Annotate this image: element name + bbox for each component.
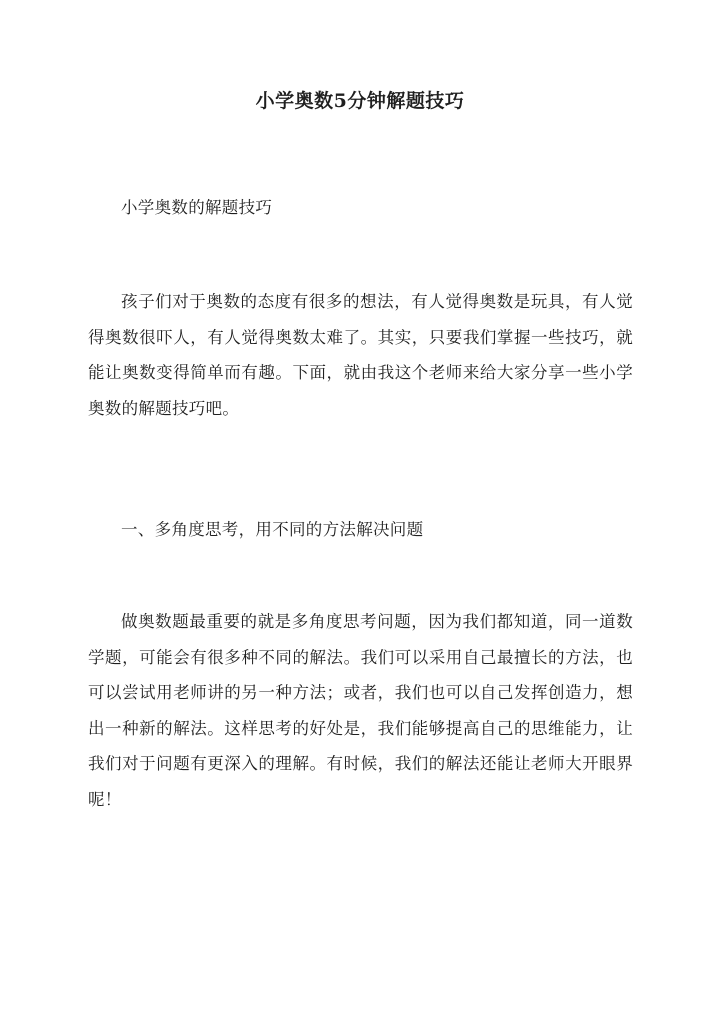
document-title: 小学奥数5分钟解题技巧 — [255, 90, 465, 112]
section-body-1: 做奥数题最重要的就是多角度思考问题，因为我们都知道，同一道数学题，可能会有很多种不同的解法。我们可以采用自己最擅长的方法，也可以尝试用老师讲的另一种方法；或者，我们也可以自己发挥创造力，想出一种新的解法。这样思考的好处是，我们能够提高自己的思维能力，让我们对于问题有更深入的理解。有时候，我们的解法还能让老师大开眼界呢！ — [88, 612, 633, 809]
intro-paragraph: 孩子们对于奥数的态度有很多的想法，有人觉得奥数是玩具，有人觉得奥数很吓人，有人觉得奥数太难了。其实，只要我们掌握一些技巧，就能让奥数变得简单而有趣。下面，就由我这个老师来给大家分享一些小学奥数的解题技巧吧。 — [88, 292, 633, 418]
section-heading-1: 一、多角度思考，用不同的方法解决问题 — [121, 520, 424, 539]
subtitle-paragraph: 小学奥数的解题技巧 — [121, 198, 273, 217]
